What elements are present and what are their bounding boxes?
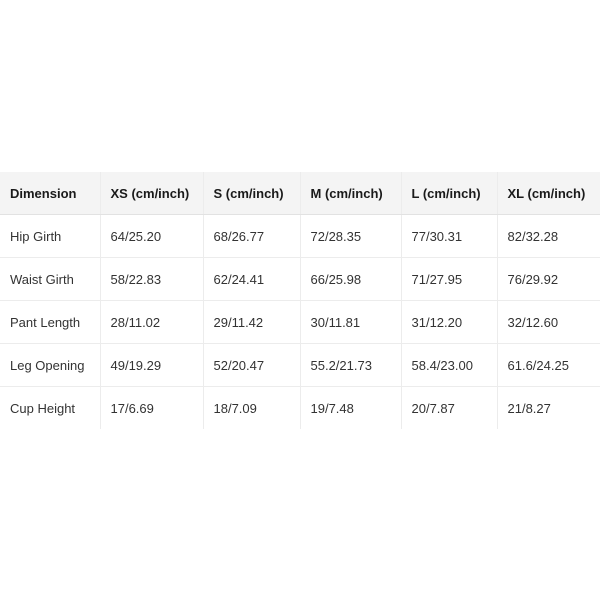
table-cell: 17/6.69 — [100, 387, 203, 430]
table-cell: 58.4/23.00 — [401, 344, 497, 387]
table-header-row — [0, 172, 600, 215]
size-chart-table — [0, 172, 600, 429]
row-label: Waist Girth — [0, 258, 100, 301]
table-cell: 29/11.42 — [203, 301, 300, 344]
table-cell: 76/29.92 — [497, 258, 600, 301]
header-l: L (cm/inch) — [401, 172, 497, 215]
header-xs: XS (cm/inch) — [100, 172, 203, 215]
header-m: M (cm/inch) — [300, 172, 401, 215]
table-cell: 77/30.31 — [401, 215, 497, 258]
table-row — [0, 258, 600, 301]
header-xl: XL (cm/inch) — [497, 172, 600, 215]
table-cell: 52/20.47 — [203, 344, 300, 387]
table-cell: 58/22.83 — [100, 258, 203, 301]
row-label: Hip Girth — [0, 215, 100, 258]
header-s: S (cm/inch) — [203, 172, 300, 215]
table-cell: 72/28.35 — [300, 215, 401, 258]
row-label: Leg Opening — [0, 344, 100, 387]
table-row — [0, 387, 600, 430]
table-cell: 31/12.20 — [401, 301, 497, 344]
table-cell: 68/26.77 — [203, 215, 300, 258]
table-cell: 28/11.02 — [100, 301, 203, 344]
table-cell: 21/8.27 — [507, 400, 551, 416]
row-label: Pant Length — [0, 301, 100, 344]
table-row — [0, 344, 600, 387]
header-dimension: Dimension — [0, 172, 100, 215]
table-cell: 64/25.20 — [100, 215, 203, 258]
table-cell: 18/7.09 — [203, 387, 300, 430]
table-cell: 20/7.87 — [401, 387, 497, 430]
table-cell: 66/25.98 — [300, 258, 401, 301]
table-cell: 71/27.95 — [401, 258, 497, 301]
table-cell: 30/11.81 — [300, 301, 401, 344]
table-cell: 19/7.48 — [300, 387, 401, 430]
table-cell: 55.2/21.73 — [300, 344, 401, 387]
table-cell: 32/12.60 — [497, 301, 600, 344]
table-cell: 82/32.28 — [497, 215, 600, 258]
table-cell: 61.6/24.25 — [497, 344, 600, 387]
table-row — [0, 301, 600, 344]
row-label: Cup Height — [0, 387, 100, 430]
table-cell: 49/19.29 — [100, 344, 203, 387]
table-row — [0, 215, 600, 258]
table-cell: 62/24.41 — [203, 258, 300, 301]
